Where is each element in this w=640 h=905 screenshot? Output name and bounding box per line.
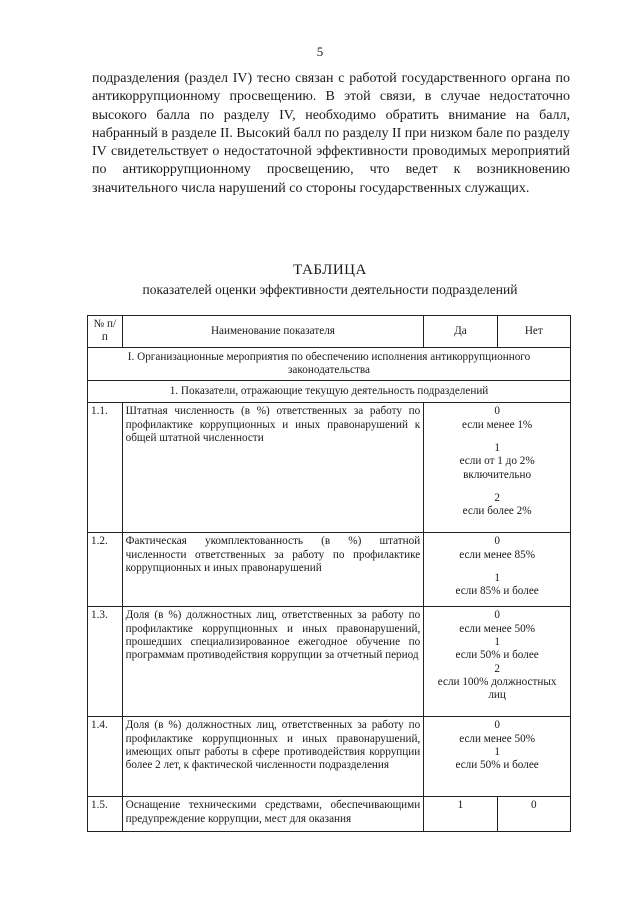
score-condition: если 50% и более [455,759,539,772]
table-row [88,403,571,533]
table-subtitle: показателей оценки эффективности деятельности подразделений [142,282,518,297]
table-title: ТАБЛИЦА [293,262,367,278]
score-option [427,609,567,636]
row-number: 1.3. [88,607,123,717]
score-value: 0 [494,535,500,548]
header-num: № п/п [88,316,123,348]
score-condition: если 85% и более [455,585,539,598]
indicator-name: Фактическая укомплектованность (в %) штатной численности ответственных за работу по профилактике коррупционных и иных правонарушений [122,533,424,607]
header-name: Наименование показателя [122,316,424,348]
table-row [88,533,571,607]
header-yes: Да [424,316,497,348]
table-header-row [88,316,571,348]
score-value: 0 [494,405,500,418]
score-value: 0 [494,719,500,732]
score-option [427,442,567,482]
score-option [427,719,567,746]
row-number: 1.5. [88,797,123,832]
score-condition: если от 1 до 2% включительно [459,455,535,481]
table-row [88,797,571,832]
row-number: 1.4. [88,717,123,797]
indicator-name: Штатная численность (в %) ответственных за работу по профилактике коррупционных и иных правонарушений к общей штатной численности [122,403,424,533]
indicator-name: Доля (в %) должностных лиц, ответственных за работу по профилактике коррупционных и иных правонарушений, прошедших специализированное ежегодное обучение по программам противодействия коррупции за отчетный период [122,607,424,717]
score-condition: если более 2% [462,505,532,518]
score-cell [424,533,571,607]
intro-paragraph: подразделения (раздел IV) тесно связан с работой государственного органа по антикоррупционному просвещению. В этой связи, в случае недостаточно высокого балла по разделу IV, необходимо обратить внимание на балл, набранный в разделе II. Высокий балл по разделу II при низком бале по разделу IV свидетельствует о недостаточной эффективности проводимых мероприятий по антикоррупционному просвещению, что ведет к возникновению значительного числа нарушений со стороны государственных служащих. [92,71,570,196]
row-number: 1.1. [88,403,123,533]
score-condition: если менее 85% [459,548,536,561]
score-value: 1 [494,636,500,649]
score-cell [424,607,571,717]
subsection-row [88,381,571,403]
score-condition: если менее 50% [459,732,536,745]
score-option [427,405,567,432]
indicator-name: Оснащение техническими средствами, обеспечивающими предупреждение коррупции, мест для оказания [125,799,421,825]
score-option [427,492,567,519]
score-condition: если 100% должностных лиц [437,675,557,702]
score-option [427,746,567,773]
indicators-table [87,315,571,832]
score-value: 1 [494,442,500,455]
indicator-name: Доля (в %) должностных лиц, ответственных за работу по профилактике коррупционных и иных правонарушений, имеющих опыт работы в сфере противодействия коррупции более 2 лет, к фактической численности подразделения [122,717,424,797]
score-option [427,636,567,663]
score-condition: если менее 1% [462,418,533,431]
page-number: 5 [316,44,324,59]
score-value: 2 [494,662,500,675]
score-condition: если 50% и более [455,649,539,662]
score-value: 1 [494,572,500,585]
table-row [88,607,571,717]
score-value: 2 [494,491,500,504]
yes-score: 1 [424,797,497,832]
score-cell [424,403,571,533]
score-option [427,663,567,703]
row-number: 1.2. [88,533,123,607]
indicator-name-cell [122,797,424,832]
score-value: 0 [494,609,500,622]
table-row [88,717,571,797]
score-option [427,535,567,562]
section-row [88,347,571,381]
score-cell [424,717,571,797]
subsection-title: 1. Показатели, отражающие текущую деятельность подразделений [88,381,571,403]
score-condition: если менее 50% [459,622,536,635]
score-value: 1 [494,746,500,759]
section-title: I. Организационные мероприятия по обеспечению исполнения антикоррупционного законодательства [88,347,571,381]
header-no: Нет [497,316,570,348]
score-option [427,572,567,599]
no-score: 0 [497,797,570,832]
